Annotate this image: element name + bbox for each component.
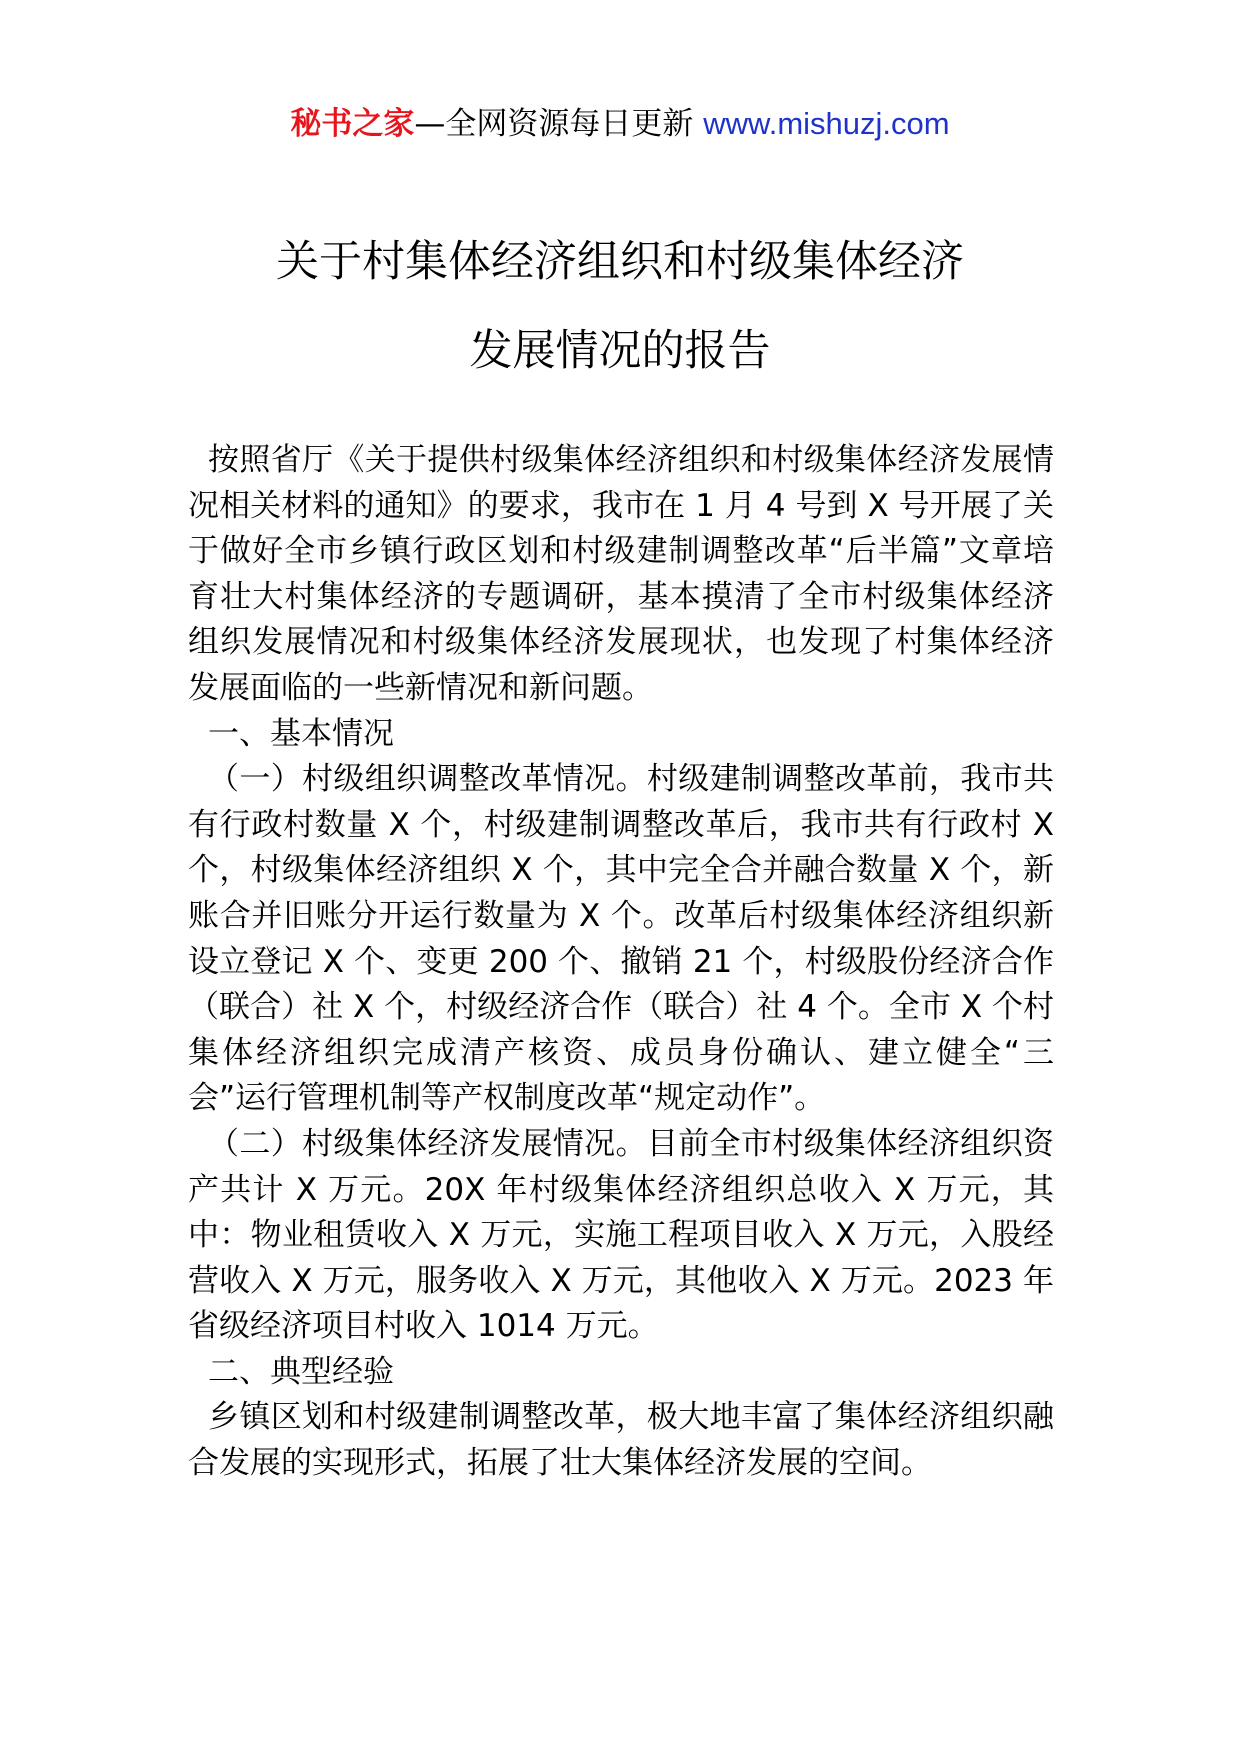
paragraph-experience: 乡镇区划和村级建制调整改革，极大地丰富了集体经济组织融合发展的实现形式，拓展了壮大集体经济发展的空间。: [188, 1399, 1054, 1482]
paragraph-village-reform: （一）村级组织调整改革情况。村级建制调整改革前，我市共有行政村数量 X 个，村级建制调整改革后，我市共有行政村 X 个，村级集体经济组织 X 个，其中完全合并融合数量 X 个，新账合并旧账分开运行数量为 X 个。改革后村级集体经济组织新设立登记 X 个、变更 200 个、撤销 21 个，村级股份经济合作（联合）社 X 个，村级经济合作（联合）社 4 个。全市 X 个村集体经济组织完成清产核资、成员身份确认、建立健全“三会”运行管理机制等产权制度改革“规定动作”。: [188, 761, 1054, 1117]
document-title-line-1: 关于村集体经济组织和村级集体经济: [276, 237, 964, 287]
paragraph-intro: 按照省厅《关于提供村级集体经济组织和村级集体经济发展情况相关材料的通知》的要求，我市在 1 月 4 号到 X 号开展了关于做好全市乡镇行政区划和村级建制调整改革“后半篇”文章培育壮大村集体经济的专题调研，基本摸清了全市村级集体经济组织发展情况和村级集体经济发展现状，也发现了村集体经济发展面临的一些新情况和新问题。: [188, 442, 1054, 706]
brand-name: 秘书之家: [290, 106, 415, 142]
banner-tagline: —全网资源每日更新: [414, 106, 704, 142]
section-heading-typical-experience: 二、典型经验: [208, 1353, 394, 1390]
site-url-link[interactable]: www.mishuzj.com: [703, 106, 950, 141]
paragraph-economy-development: （二）村级集体经济发展情况。目前全市村级集体经济组织资产共计 X 万元。20X 年村级集体经济组织总收入 X 万元，其中：物业租赁收入 X 万元，实施工程项目收入 X 万元，入股经营收入 X 万元，服务收入 X 万元，其他收入 X 万元。2023 年省级经济项目村收入 1014 万元。: [188, 1125, 1054, 1345]
document-body: [188, 438, 1054, 1487]
site-banner: [0, 100, 1240, 148]
document-title-line-2: 发展情况的报告: [469, 326, 771, 376]
section-heading-basic-situation: 一、基本情况: [208, 715, 394, 752]
